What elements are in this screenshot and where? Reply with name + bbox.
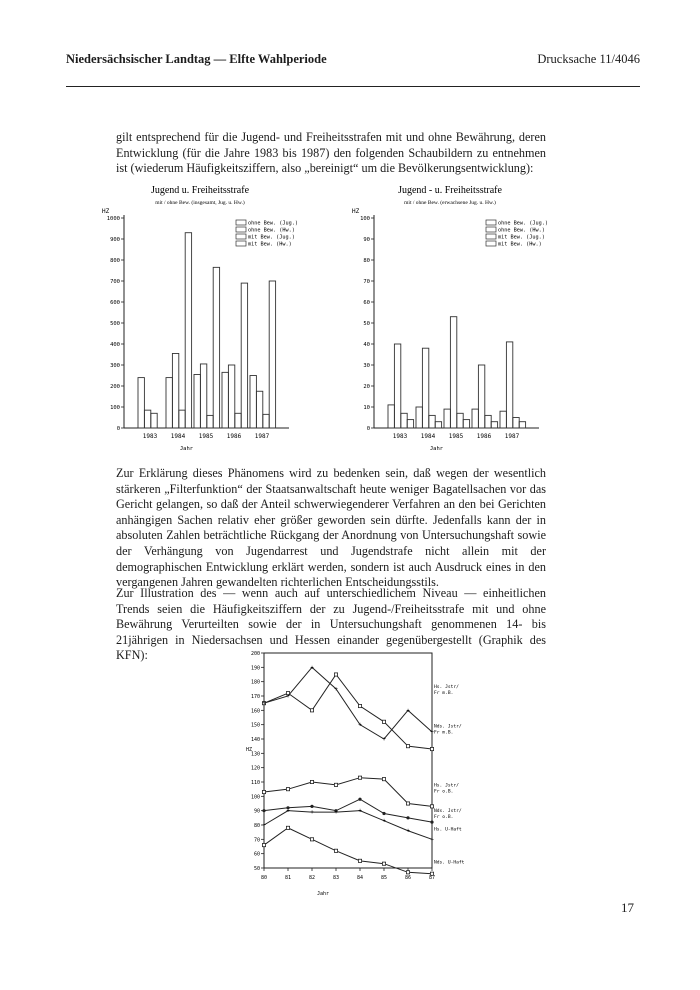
x-tick-label: 87 bbox=[428, 875, 436, 881]
paragraph-intro: gilt entsprechend für die Jugend- und Freiheitsstrafen mit und ohne Bewährung, deren Entwicklung (für die Jahre 1983 bis 1987) den folgenden Schaubildern zu entnehmen ist (wiederum Häufigkeitsziffern, also „bereinigt“ um die Bevölkerungsentwicklung): bbox=[116, 130, 546, 176]
y-axis-label: HZ bbox=[352, 208, 360, 215]
legend-swatch bbox=[486, 220, 496, 225]
y-tick-label: 110 bbox=[250, 780, 260, 786]
header-doc-number: Drucksache 11/4046 bbox=[537, 52, 640, 66]
paragraph-explanation: Zur Erklärung dieses Phänomens wird zu bedenken sein, daß wegen der wesentlich stärkeren „Filterfunktion“ der Staatsanwaltschaft heute weniger Bagatellsachen vor das Gericht gelangen, so daß der Anteil schwerwiegenderer Verfahren an den bei Gerichten anhängigen Sachen relativ eher größer geworden sein dürfte. Jedenfalls kann der in absoluten Zahlen beträchtliche Rückgang der Anordnung von Untersuchungshaft sowie der Verhängung von Jugendarrest und Jugendstrafe nicht allein mit der demographischen Entwicklung erklärt werden, sondern ist auch Ausdruck eines in den vergangenen Jahren gewandelten richterlichen Entscheidungsstils. bbox=[116, 466, 546, 590]
series-point bbox=[430, 747, 433, 750]
y-tick-label: 100 bbox=[360, 216, 370, 222]
series-point: + bbox=[406, 707, 410, 715]
y-tick-label: 200 bbox=[110, 384, 120, 390]
series-end-label: Fr m.B. bbox=[434, 691, 454, 696]
series-point bbox=[334, 673, 337, 676]
series-point bbox=[358, 704, 361, 707]
series-point: + bbox=[382, 817, 386, 825]
y-tick-label: 800 bbox=[110, 258, 120, 264]
series-end-label: Fr m.B. bbox=[434, 730, 454, 736]
y-tick-label: 100 bbox=[110, 405, 120, 411]
legend-swatch bbox=[486, 227, 496, 232]
x-tick-label: 85 bbox=[380, 875, 388, 881]
legend-label: ohne Bew. (Hw.) bbox=[248, 227, 295, 234]
y-tick-label: 600 bbox=[110, 300, 120, 306]
series-point bbox=[382, 778, 385, 781]
series-point: + bbox=[286, 807, 290, 815]
x-tick-label: 82 bbox=[308, 875, 316, 881]
legend-label: mit Bew. (Jug.) bbox=[248, 234, 295, 241]
bar-4 bbox=[213, 267, 219, 428]
x-tick-label: 1985 bbox=[198, 433, 214, 440]
series-end-label: Hs. Jstr/ bbox=[434, 685, 459, 690]
series-point bbox=[430, 805, 433, 808]
y-axis-label: HZ bbox=[246, 747, 253, 753]
bar-3 bbox=[457, 413, 463, 428]
y-tick-label: 90 bbox=[253, 808, 260, 815]
x-tick-label: 1984 bbox=[170, 433, 186, 440]
bar-1 bbox=[500, 411, 506, 428]
bar-1 bbox=[194, 374, 200, 428]
x-tick-label: 83 bbox=[332, 875, 340, 881]
bar-3 bbox=[263, 414, 269, 428]
legend-swatch bbox=[236, 234, 246, 239]
series-point bbox=[310, 838, 313, 841]
y-tick-label: 100 bbox=[250, 794, 260, 801]
bar-1 bbox=[388, 405, 394, 428]
legend-label: ohne Bew. (Jug.) bbox=[248, 220, 298, 227]
series-end-label: Nds. Jstr/ bbox=[434, 724, 462, 730]
y-tick-label: 1000 bbox=[106, 216, 120, 222]
y-tick-label: 70 bbox=[363, 279, 370, 285]
x-tick-label: 86 bbox=[404, 875, 412, 881]
bar-3 bbox=[513, 418, 519, 429]
series-line-6 bbox=[264, 828, 432, 874]
y-tick-label: 90 bbox=[363, 237, 370, 243]
series-line-2 bbox=[264, 667, 432, 739]
y-tick-label: 300 bbox=[110, 363, 120, 369]
bar-3 bbox=[207, 415, 213, 428]
y-tick-label: 60 bbox=[363, 300, 370, 306]
series-end-label: Fr o.B. bbox=[434, 789, 454, 795]
bar-2 bbox=[256, 391, 262, 428]
series-line-5 bbox=[264, 811, 432, 840]
line-chart-kfn bbox=[236, 646, 466, 906]
bar-4 bbox=[519, 422, 525, 428]
y-tick-label: 500 bbox=[110, 321, 120, 327]
series-point bbox=[334, 849, 337, 852]
bar-2 bbox=[478, 365, 484, 428]
bar-4 bbox=[241, 283, 247, 428]
header-rule bbox=[66, 86, 640, 87]
series-end-label: Nds. Jstr/ bbox=[434, 809, 462, 815]
y-tick-label: 0 bbox=[116, 426, 120, 432]
series-point: + bbox=[334, 809, 338, 817]
y-tick-label: 900 bbox=[110, 237, 120, 243]
bar-2 bbox=[422, 348, 428, 428]
series-point bbox=[358, 798, 361, 801]
bar-3 bbox=[235, 413, 241, 428]
series-point bbox=[382, 720, 385, 723]
series-point: + bbox=[382, 736, 386, 743]
x-tick-label: 1984 bbox=[420, 433, 436, 440]
bar-1 bbox=[138, 378, 144, 428]
legend-label: mit Bew. (Hw.) bbox=[248, 241, 292, 248]
series-point bbox=[406, 816, 409, 819]
series-point: + bbox=[262, 700, 266, 708]
y-tick-label: 160 bbox=[250, 708, 260, 715]
bar-1 bbox=[222, 372, 228, 428]
legend-swatch bbox=[486, 234, 496, 239]
series-point: + bbox=[310, 809, 314, 817]
chart-subtitle: mit / ohne Bew. (erwachsene Jug. u. Hw.) bbox=[404, 200, 496, 206]
y-tick-label: 40 bbox=[363, 342, 370, 348]
bar-chart-1 bbox=[100, 185, 300, 460]
series-point bbox=[310, 805, 313, 808]
bar-2 bbox=[144, 410, 150, 428]
header-title: Niedersächsischer Landtag — Elfte Wahlperiode bbox=[66, 52, 327, 66]
series-point bbox=[262, 809, 265, 812]
legend-swatch bbox=[236, 241, 246, 246]
series-point bbox=[262, 790, 265, 793]
series-point bbox=[430, 821, 433, 824]
y-tick-label: 30 bbox=[363, 363, 370, 369]
y-tick-label: 180 bbox=[250, 679, 260, 686]
y-tick-label: 170 bbox=[250, 694, 260, 700]
bar-3 bbox=[401, 413, 407, 428]
legend-label: mit Bew. (Hw.) bbox=[498, 241, 542, 248]
series-point: + bbox=[310, 664, 314, 672]
bar-3 bbox=[429, 415, 435, 428]
bar-4 bbox=[463, 420, 469, 428]
paragraph-illustration: Zur Illustration des — wenn auch auf unterschiedlichem Niveau — einheitlichen Trends seien die Häufigkeitsziffern der zu Jugend-/Freiheitsstrafe mit und ohne Bewährung Verurteilten sowie der in Untersuchungshaft genommenen 14- bis 21jährigen in Niedersachsen und Hessen einander gegenübergestellt (Graphik des KFN): bbox=[116, 586, 546, 663]
chart-title: Jugend - u. Freiheitsstrafe bbox=[398, 185, 502, 196]
page-number: 17 bbox=[621, 900, 634, 915]
series-point: + bbox=[430, 728, 434, 736]
y-tick-label: 200 bbox=[250, 651, 260, 657]
series-point: + bbox=[262, 822, 266, 829]
legend-label: ohne Bew. (Hw.) bbox=[498, 227, 545, 234]
series-point bbox=[358, 776, 361, 779]
x-tick-label: 1986 bbox=[226, 433, 242, 440]
y-tick-label: 130 bbox=[250, 751, 260, 758]
bar-3 bbox=[151, 413, 157, 428]
series-point: + bbox=[358, 807, 362, 815]
y-tick-label: 10 bbox=[363, 405, 370, 411]
y-tick-label: 700 bbox=[110, 279, 120, 285]
y-tick-label: 80 bbox=[363, 258, 370, 264]
series-point: + bbox=[406, 827, 410, 835]
series-point bbox=[430, 872, 433, 875]
x-tick-label: 1983 bbox=[392, 433, 408, 440]
x-axis-label: Jahr bbox=[179, 446, 194, 452]
series-point bbox=[358, 859, 361, 862]
y-tick-label: 50 bbox=[363, 321, 370, 327]
series-point: + bbox=[286, 693, 290, 700]
series-point bbox=[406, 745, 409, 748]
bar-4 bbox=[407, 420, 413, 428]
y-tick-label: 150 bbox=[250, 722, 260, 729]
x-tick-label: 1986 bbox=[476, 433, 492, 440]
series-point bbox=[286, 826, 289, 829]
series-point bbox=[334, 783, 337, 786]
x-axis-label: Jahr bbox=[316, 891, 330, 897]
x-tick-label: 1987 bbox=[504, 433, 520, 440]
legend-swatch bbox=[236, 227, 246, 232]
bar-chart-2 bbox=[350, 185, 550, 460]
legend-swatch bbox=[486, 241, 496, 246]
chart-subtitle: mit / ohne Bew. (insgesamt, Jug. u. Hw.) bbox=[155, 200, 245, 206]
series-end-label: Fr o.B. bbox=[434, 815, 454, 821]
x-tick-label: 81 bbox=[284, 875, 292, 881]
x-tick-label: 1983 bbox=[142, 433, 158, 440]
series-end-label: Hs. Jstr/ bbox=[434, 783, 459, 789]
legend-label: mit Bew. (Jug.) bbox=[498, 234, 545, 241]
y-tick-label: 20 bbox=[363, 384, 370, 390]
series-end-label: Hs. U-Haft bbox=[434, 827, 462, 833]
series-point bbox=[310, 709, 313, 712]
series-point bbox=[382, 812, 385, 815]
series-point bbox=[406, 802, 409, 805]
bar-4 bbox=[491, 422, 497, 428]
y-axis-label: HZ bbox=[102, 208, 110, 215]
y-tick-label: 50 bbox=[253, 866, 260, 872]
series-point: + bbox=[358, 721, 362, 729]
bar-2 bbox=[506, 342, 512, 428]
y-tick-label: 60 bbox=[253, 851, 260, 858]
y-tick-label: 120 bbox=[250, 765, 260, 772]
bar-4 bbox=[185, 233, 191, 428]
bar-2 bbox=[200, 364, 206, 428]
y-tick-label: 190 bbox=[250, 665, 260, 672]
series-point bbox=[406, 871, 409, 874]
bar-2 bbox=[228, 365, 234, 428]
bar-1 bbox=[472, 409, 478, 428]
x-axis-label: Jahr bbox=[429, 446, 444, 452]
series-point: + bbox=[430, 836, 434, 844]
bar-1 bbox=[250, 376, 256, 429]
legend-swatch bbox=[236, 220, 246, 225]
bar-3 bbox=[485, 415, 491, 428]
series-point: + bbox=[334, 685, 338, 693]
bar-2 bbox=[394, 344, 400, 428]
bar-4 bbox=[435, 422, 441, 428]
bar-1 bbox=[444, 409, 450, 428]
bar-4 bbox=[269, 281, 275, 428]
y-tick-label: 400 bbox=[110, 342, 120, 348]
x-tick-label: 84 bbox=[356, 875, 364, 881]
y-tick-label: 140 bbox=[250, 737, 260, 743]
y-tick-label: 70 bbox=[253, 837, 260, 844]
series-end-label: Nds. U-Haft bbox=[434, 860, 465, 866]
plot-frame bbox=[264, 653, 432, 868]
y-tick-label: 80 bbox=[253, 823, 260, 829]
x-tick-label: 80 bbox=[260, 875, 268, 881]
legend-label: ohne Bew. (Jug.) bbox=[498, 220, 548, 227]
bar-1 bbox=[166, 378, 172, 428]
bar-2 bbox=[172, 353, 178, 428]
x-tick-label: 1987 bbox=[254, 433, 270, 440]
y-tick-label: 0 bbox=[366, 426, 370, 432]
bar-1 bbox=[416, 407, 422, 428]
chart-title: Jugend u. Freiheitsstrafe bbox=[150, 185, 250, 196]
series-point bbox=[382, 862, 385, 865]
page-header bbox=[66, 52, 640, 72]
series-point bbox=[310, 780, 313, 783]
series-point bbox=[262, 843, 265, 846]
series-point bbox=[286, 788, 289, 791]
bar-3 bbox=[179, 410, 185, 428]
bar-2 bbox=[450, 317, 456, 428]
x-tick-label: 1985 bbox=[448, 433, 464, 440]
